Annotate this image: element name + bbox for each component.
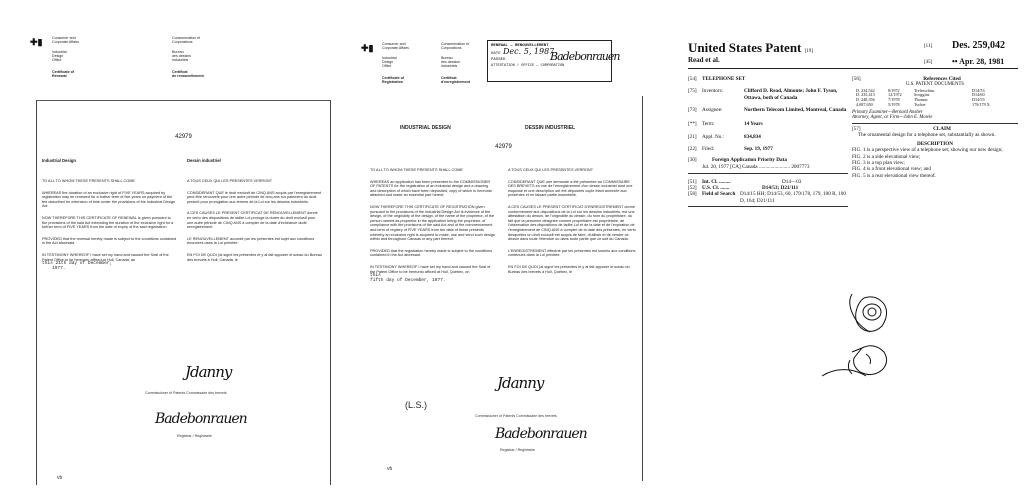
- heading-fr: DESSIN INDUSTRIEL: [525, 125, 576, 131]
- commissioner-caption: Commissioner of Patents Commissaire des brevets: [145, 391, 227, 395]
- certificate-number: 42979: [175, 134, 192, 140]
- biblio-right: [56] References Cited U.S. PATENT DOCUMENTS D. 234,542 8/1972 Trelerschiac D14/53 D. 235,413 12/1972 Scoggins D14/60 D. 248,356 7/1978 Thomas D14/53 4,087,650 5/1978 Tucker 179/179 X Primary Examiner—Bernard Ansher Attorney, Agent, or Firm—John E. Mowle [57] CLAIM The ornamental design for a telephone set, substantially as shown. DESCRIPTION FIG. 1 is a perspective view of a telephone set; showing our new design; FIG. 2 is a side elevational view; FIG. 3 is a top plan view; FIG. 4 is a front elevational view; and FIG. 5 is a rear elevational view thereof.: [852, 76, 1018, 179]
- patent-office-title: United States Patent [19]: [688, 40, 813, 55]
- seal-mark: (L.S.): [405, 400, 428, 410]
- registrar-caption: Registrar / Registraire: [177, 434, 212, 438]
- commissioner-caption: Commissioner of Patents Commissaire des brevets: [475, 414, 557, 418]
- canada-flag-icon: ✚▮: [30, 37, 43, 47]
- registration-certificate-page: [345, 0, 645, 489]
- header-en-office: Industrial Design Office: [52, 50, 67, 63]
- footer-code: vb: [387, 466, 393, 472]
- heading-en: Industrial Design: [42, 158, 76, 163]
- header-fr-office: Bureau des dessins industriels: [172, 50, 191, 63]
- header-fr: Consommation et Corporations: [441, 42, 470, 51]
- canada-flag-icon: ✚▮: [361, 43, 374, 53]
- header-en-cert: Certificate of Renewal: [52, 70, 74, 79]
- header-en-office: Industrial Design Office: [382, 56, 397, 69]
- patent-number: Des. 259,042: [952, 40, 1006, 51]
- header-en: Consumer and Corporate Affairs: [52, 36, 79, 45]
- title-rule: [688, 68, 1018, 69]
- header-en-cert: Certificate of Registration: [382, 76, 404, 85]
- registrar-signature: Badebonrauen: [155, 411, 247, 427]
- header-fr: Consommation et Corporations: [172, 36, 201, 45]
- registrar-signature: Badebonrauen: [495, 426, 587, 442]
- date-code: [45]: [924, 60, 933, 65]
- header-en: Consumer and Corporate Affairs: [382, 42, 409, 51]
- us-design-patent-page: [652, 0, 1024, 489]
- body-en: TO ALL TO WHOM THESE PRESENTS SHALL COME WHEREAS an application has been presented to the COMMISSIONER OF PATENTS for the registration of an industrial design and a drawing and description of which have been deposited, copy of which is hereunto attached and made an essential part hereof. NOW THEREFORE THIS CERTIFICATE OF REGISTRATION given pursuant to the provisions of the Industrial Design Act is evidence of the design, of the originality of the design, of the name of the proprietor, of the person named as proprietor in the application being the proprietor, of compliance with the provisions of the said Act and of the commencement and term of registry of FIVE YEARS from the date of these presents whereby an exclusive right is acquired to make, use and vend such design within and throughout Canada or any part thereof. PROVIDED that the registration hereby made is subject to the conditions contained in the Act aforesaid. IN TESTIMONY WHEREOF I have set my hand and caused the Seal of the Patent Office to be hereunto affixed at Hull, Quebec, on this fifth day of December, 1977.: [370, 168, 495, 283]
- inventor-short: Read et al.: [688, 56, 720, 64]
- certificate-number: 42979: [495, 144, 512, 150]
- certificate-sheet: [365, 96, 643, 481]
- patent-no-code: [11]: [924, 44, 933, 49]
- telephone-design-drawing: [792, 290, 912, 395]
- biblio-left: [54] TELEPHONE SET [75] Inventors: Clifford D. Read, Almonte; John F. Tyson, Ottawa, both of Canada [73] Assignee: Northern Telecom Limited, Montreal, Canada [**] Term: 14 Years [21] Appl. No.: 834,834 [22] Filed: Sep. 19, 1977 [30] Foreign Application Priority Data Jul. 20, 1977 [CA] Canada ........................ 2007773 [51] Int. Cl. ......... D14—03 [52] U.S. Cl. ....... D14/53; D21/111 [58] Field of Search D14/15 HH; D14/53, 60, 179/178, 179, 100 R, 100 D, 164; D21/111: [688, 76, 848, 207]
- stamp-signature: Badebonrauen: [550, 50, 620, 63]
- header-fr-cert: Certificat de renouvellement: [172, 70, 204, 79]
- commissioner-signature: Jdanny: [497, 374, 544, 392]
- renewal-certificate-page: [0, 0, 340, 489]
- heading-en: INDUSTRIAL DESIGN: [400, 125, 451, 131]
- commissioner-signature: Jdanny: [185, 363, 232, 381]
- registrar-caption: Registrar / Registraire: [500, 448, 535, 452]
- body-fr: A TOUS CEUX QUI LES PRESENTES VERRONT CONSIDERANT QUE le droit exclusif de CINQ ANS acquis par l'enregistrement peut être renouvelé pour une autre période de cinq ans sur paiement du droit prescrit pour prorogation aux termes de la Loi sur les dessins industriels. A CES CAUSES LE PRESENT CERTIFICAT DE RENOUVELLEMENT donné en vertu des dispositions de ladite Loi proroge la durée du droit exclusif pour une autre période de CINQ ANS à compter de la date d'échéance dudit enregistrement. LE RENOUVELLEMENT accordé par les présentes est sujet aux conditions énoncées dans la Loi précitée. EN FOI DE QUOI j'ai signé les présentes et y ai fait apposer le sceau du Bureau des brevets à Hull, Canada, le: [187, 179, 322, 262]
- renewal-stamp: RENEWAL — RENOUVELLEMENT DATE Dec. 5, 1987 PASSED ATTESTATION / OFFICE — CORPORATION: [487, 40, 612, 82]
- body-en: TO ALL TO WHOM THESE PRESENTS SHALL COME WHEREAS the duration of an exclusive right of FIVE YEARS acquired by registration may be renewed for a further term of five years on payment of the fee described for extension of time under the provisions of the Industrial Design Act. NOW THEREFORE THIS CERTIFICATE OF RENEWAL is given pursuant to the provisions of the said Act extending the duration of the exclusive right for a further term of FIVE YEARS from the date of expiry of the said registration. PROVIDED that the renewal hereby made is subject to the conditions contained in the Act aforesaid. IN TESTIMONY WHEREOF I have set my hand and caused the Seal of the Patent Office to be hereunto affixed at Hull, Canada, as this 21th day of December, 1977.: [42, 179, 177, 271]
- heading-fr: Dessin industriel: [187, 158, 221, 163]
- patent-date: •• Apr. 28, 1981: [952, 57, 1005, 66]
- body-fr: A TOUS CEUX QUI LES PRESENTES VERRONT CONSIDERANT QUE une demande a été présentée au COMMISSAIRE DES BREVETS en vue de l'enregistrement d'un dessin industriel dont une esquisse et une description ont été déposées copie étant annexée aux présentes et en faisant partie essentielle. A CES CAUSES LE PRESENT CERTIFICAT D'ENREGISTREMENT donné conformément aux dispositions de la Loi sur les dessins industriels, est une attestation du dessin, de l'originalité du dessin, du nom du propriétaire, du fait que la personne désignée comme propriétaire est propriétaire, de l'observation des dispositions de ladite Loi et de la date et de l'expiration de l'enregistrement de CINQ ANS à compter de la date des présentes, en vertu desquelles un droit exclusif est acquis de faire, d'utiliser et de vendre ce dessin dans toute l'étendue ou dans toute partie que ce soit du Canada. L'ENREGISTREMENT effectué par les présentes est soumis aux conditions contenues dans la Loi précitée. EN FOI DE QUOI j'ai signé les présentes et y ai fait apposer le sceau du Bureau des brevets à Hull, Québec, le: [508, 168, 636, 274]
- header-fr-cert: Certificat d'enregistrement: [441, 76, 471, 85]
- header-fr-office: Bureau des dessins industriels: [441, 56, 460, 69]
- footer-code: vb: [57, 475, 63, 481]
- certificate-sheet: [36, 100, 331, 485]
